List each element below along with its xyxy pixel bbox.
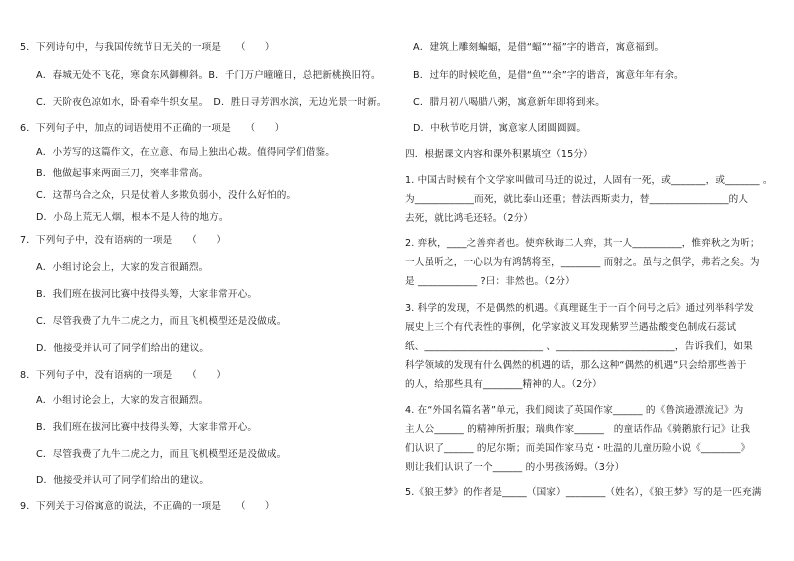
left-text-line: D．他接受并认可了同学们给出的建议。 [36,475,210,486]
right-text-line: 们认识了______ 的尼尔斯；而美国作家马克・吐温的儿童历险小说《________》 [405,443,751,454]
right-text-line: C．腊月初八喝腊八粥，寓意新年即将到来。 [413,97,605,108]
left-text-line: B．我们班在拔河比赛中技得头筹，大家非常开心。 [36,289,258,300]
left-text-line: 8．下列句子中，没有语病的一项是 （ ） [20,370,227,381]
left-text-line: C．这帮乌合之众，只是仗着人多欺负弱小，没什么好怕的。 [36,190,297,201]
right-text-line: 3. 科学的发现，不是偶然的机遇。《真理诞生于一百个问号之后》通过列举科学发 [405,303,754,314]
right-column [397,0,794,561]
right-text-line: D．中秋节吃月饼，寓意家人团圆圆圆。 [413,123,587,134]
right-text-line: A．建筑上雕刻蝙蝠，是借“蝠”“福”字的谐音，寓意福到。 [413,42,665,53]
right-text-line: 2. 弈秋，____之善弈者也。使弈秋诲二人弈，其一人__________，惟弈秋之为听； [405,238,760,249]
left-text-line: A．小组讨论会上，大家的发言很踊烈。 [36,395,209,406]
left-text-line: B．他做起事来两面三刀，突率非常高。 [36,168,209,179]
right-text-line: 一人虽听之，一心以为有鸿鹄将至，________ 而射之。虽与之俱学，弗若之矣。为 [405,257,760,268]
left-text-line: C．尽管我费了九牛二虎之力，而且飞机模型还是没做成。 [36,449,287,460]
right-text-line: 去死，就比鸿毛还轻。（2分） [405,213,534,224]
left-text-line: C．天阶夜色凉如水，卧看牵牛织女星。 D．胜日寻芳泗水滨，无边光景一时新。 [36,97,387,108]
left-text-line: C．尽管我费了九牛二虎之力，而且飞机模型还是没做成。 [36,316,287,327]
right-text-line: 四．根据课文内容和课外积累填空（15分） [405,149,593,160]
right-text-line: 1. 中国古时候有个文学家叫做司马迁的说过，人固有一死，或_______，或_______ 。 [405,175,773,186]
left-text-line: A．春城无处不飞花，寒食东风御柳斜。B．千门万户曈曈日，总把新桃换旧符。 [36,70,381,81]
left-text-line: 5．下列诗句中，与我国传统节日无关的一项是 （ ） [20,42,275,53]
left-text-line: 7．下列句子中，没有语病的一项是 （ ） [20,235,227,246]
left-text-line: D．小岛上荒无人烟，根本不是人待的地方。 [36,212,229,223]
left-text-line: B．我们班在拔河比赛中技得头筹，大家非常开心。 [36,422,258,433]
right-text-line: 4. 在“外国名篇名著”单元，我们阅读了英国作家______ 的《鲁滨逊漂流记》为 [405,405,744,416]
left-text-line: 9．下列关于习俗寓意的说法，不正确的一项是 （ ） [20,501,275,512]
left-text-line: A．小组讨论会上，大家的发言很踊烈。 [36,262,209,273]
right-text-line: 则让我们认识了一个______ 的小男孩汤姆。（3分） [405,462,625,473]
right-text-line: 为____________而死，就比泰山还重；替法西斯卖力，替________________的人 [405,194,749,205]
right-text-line: 展史上三个有代表性的事例，化学家波义耳发现紫罗兰遇盐酸变色制成石蕊试 [405,322,737,333]
left-text-line: A．小芳写的这篇作文，在立意、布局上独出心裁。值得同学们借鉴。 [36,147,336,158]
right-text-line: 科学领域的发现有什么偶然的机遇的话，那么这种“偶然的机遇”只会给那些善于 [405,360,747,371]
right-text-line: B．过年的时候吃鱼，是借“鱼”“余”字的谐音，寓意年年有余。 [413,70,684,81]
right-text-line: 是 ____________ ?曰：非然也。（2分） [405,276,575,287]
right-text-line: 5.《狼王梦》的作者是_____（国家）________（姓名），《狼王梦》写的是一匹充满 [405,487,762,498]
right-text-line: 主人公______ 的精神所折服；瑞典作家______ 的童话作品《骑鹅旅行记》让我 [405,424,751,435]
right-text-line: 的人，给那些具有________精神的人。（2分） [405,379,602,390]
left-text-line: 6．下列句子中，加点的词语使用不正确的一项是 （ ） [20,123,285,134]
right-text-line: 纸、________________________ 、________________________，告诉我们，如果 [405,341,753,352]
left-text-line: D．他接受并认可了同学们给出的建议。 [36,343,210,354]
